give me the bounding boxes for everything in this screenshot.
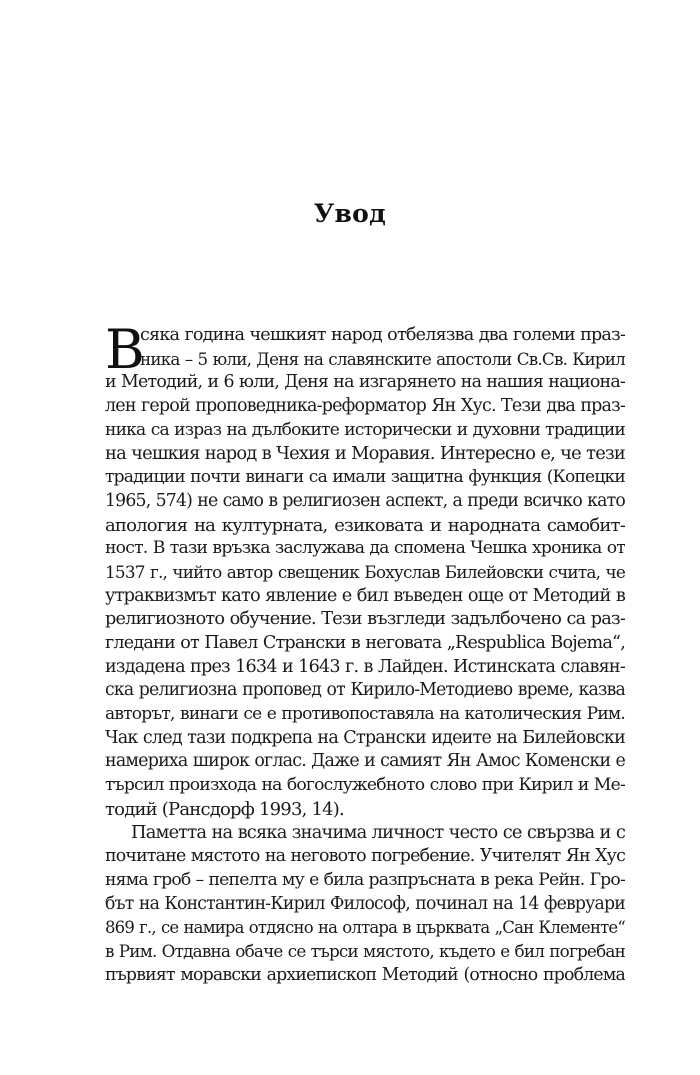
text-line: почитане мястото на неговото погребение. Учителят Ян Хус bbox=[105, 846, 625, 867]
text-line: утраквизмът като явление е бил въведен още от Методий в bbox=[105, 585, 625, 606]
text-line: издадена през 1634 и 1643 г. в Лайден. Истинската славян- bbox=[105, 656, 625, 677]
chapter-title: Увод bbox=[313, 199, 387, 228]
text-line: ност. В тази връзка заслужава да спомена Чешка хроника от bbox=[105, 538, 625, 559]
text-line: Паметта на всяка значима личност често се свързва и с bbox=[131, 822, 625, 844]
text-line: гледани от Павел Странски в неговата „Respublica Bojema“, bbox=[105, 632, 625, 653]
text-line: Чак след тази подкрепа на Странски идеите на Билейовски bbox=[105, 727, 625, 748]
text-line: търсил произхода на богослужебното слово при Кирил и Ме- bbox=[105, 775, 625, 796]
text-line: религиозното обучение. Тези възгледи задълбочено са раз- bbox=[105, 609, 625, 630]
text-line: авторът, винаги се е противопоставяла на католическия Рим. bbox=[105, 704, 625, 724]
text-line: 1537 г., чийто автор свещеник Бохуслав Билейовски счита, че bbox=[105, 561, 625, 582]
body-text bbox=[105, 318, 625, 987]
text-line: 1965, 574) не само в религиозен аспект, а преди всичко като bbox=[105, 490, 625, 511]
text-line: апология на културната, езиковата и народната самобит- bbox=[105, 514, 625, 536]
text-line: ска религиозна проповед от Кирило-Методиево време, казва bbox=[105, 680, 625, 701]
text-line: тодий (Рансдорф 1993, 14). bbox=[105, 798, 344, 820]
text-line: лен герой проповедника-реформатор Ян Хус. Тези два праз- bbox=[105, 396, 625, 417]
text-line: 869 г., се намира отдясно на олтара в църквата „Сан Клементе“ bbox=[105, 918, 625, 938]
text-line: и Методий, и 6 юли, Деня на изгарянето на нашия национа- bbox=[105, 372, 625, 393]
drop-cap: В bbox=[105, 318, 144, 381]
text-line: традиции почти винаги са имали защитна функция (Копецки bbox=[105, 467, 625, 488]
text-line: в Рим. Отдавна обаче се търси мястото, където е бил погребан bbox=[105, 940, 625, 961]
text-line: ника – 5 юли, Деня на славянските апостоли Св.Св. Кирил bbox=[140, 348, 625, 369]
text-line: няма гроб – пепелта му е била разпръсната в река Рейн. Гро- bbox=[105, 869, 625, 890]
text-line: ника са израз на дълбоките исторически и духовни традиции bbox=[105, 419, 625, 440]
text-line: сяка година чешкият народ отбелязва два големи праз- bbox=[140, 325, 625, 345]
text-line: на чешкия народ в Чехия и Моравия. Интересно е, че тези bbox=[105, 443, 625, 465]
text-line: бът на Константин-Кирил Философ, починал на 14 февруари bbox=[105, 893, 625, 914]
text-line: намериха широк оглас. Даже и самият Ян Амос Коменски е bbox=[105, 751, 625, 772]
text-line: първият моравски архиепископ Методий (относно проблема bbox=[105, 964, 625, 985]
